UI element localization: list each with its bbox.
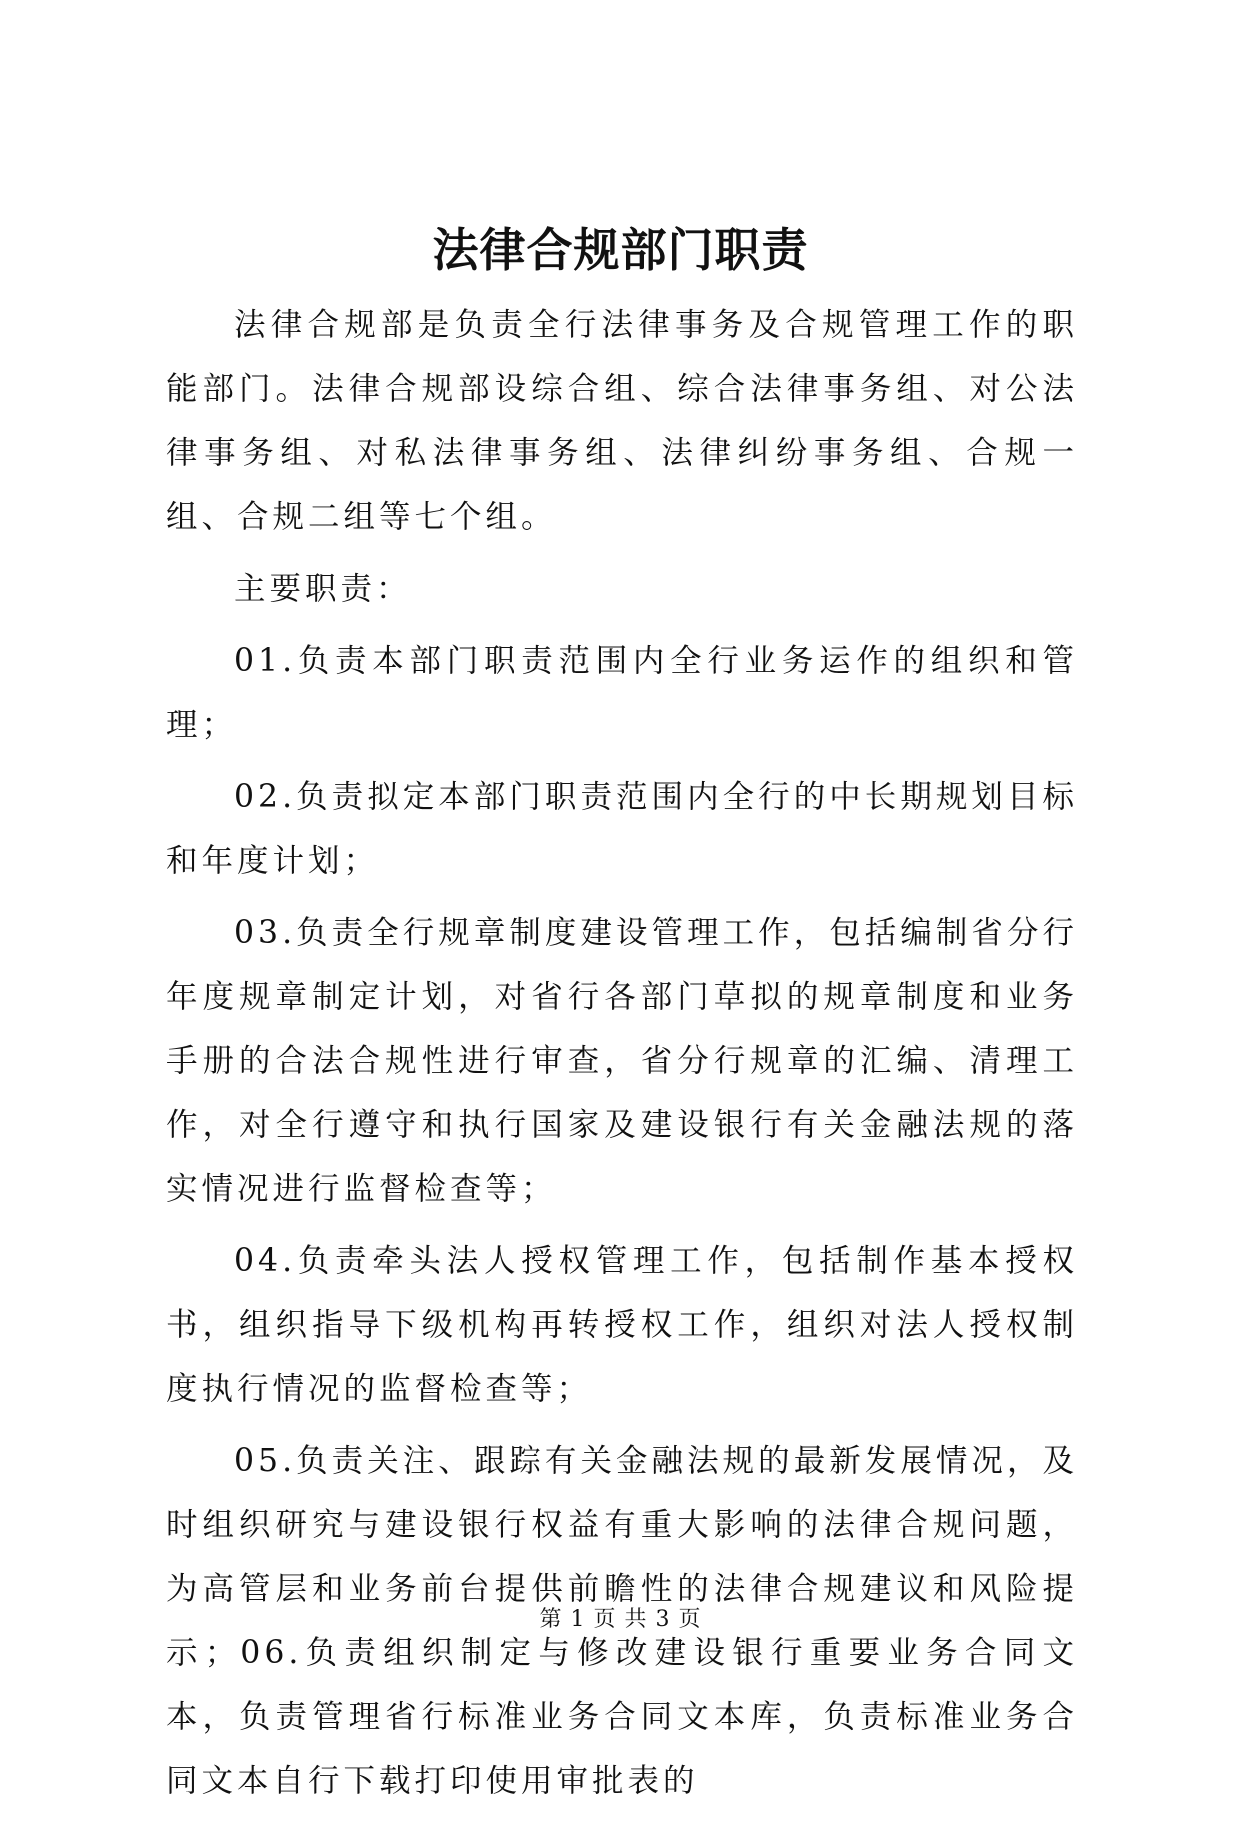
document-title: 法律合规部门职责 — [432, 223, 809, 277]
duty-item-05: 05.负责关注、跟踪有关金融法规的最新发展情况，及时组织研究与建设银行权益有重大影响的法律合规问题，为高管层和业务前台提供前瞻性的法律合规建议和风险提示；06.负责组织制定与修改建设银行重要业务合同文本，负责管理省行标准业务合同文本库，负责标准业务合同文本自行下载打印使用审批表的 — [166, 1443, 1078, 1799]
duties-heading: 主要职责： — [234, 571, 412, 607]
duty-item-04: 04.负责牵头法人授权管理工作，包括制作基本授权书，组织指导下级机构再转授权工作，组织对法人授权制度执行情况的监督检查等； — [166, 1243, 1078, 1407]
duty-item-01: 01.负责本部门职责范围内全行业务运作的组织和管理； — [166, 643, 1078, 743]
document-body — [166, 293, 1078, 1821]
intro-paragraph: 法律合规部是负责全行法律事务及合规管理工作的职能部门。法律合规部设综合组、综合法律事务组、对公法律事务组、对私法律事务组、法律纠纷事务组、合规一组、合规二组等七个组。 — [166, 307, 1078, 535]
page-footer: 第 1 页 共 3 页 — [539, 1607, 702, 1632]
duty-item-03: 03.负责全行规章制度建设管理工作，包括编制省分行年度规章制定计划，对省行各部门草拟的规章制度和业务手册的合法合规性进行审查，省分行规章的汇编、清理工作，对全行遵守和执行国家及建设银行有关金融法规的落实情况进行监督检查等； — [166, 915, 1078, 1207]
duty-item-02: 02.负责拟定本部门职责范围内全行的中长期规划目标和年度计划； — [166, 779, 1078, 879]
